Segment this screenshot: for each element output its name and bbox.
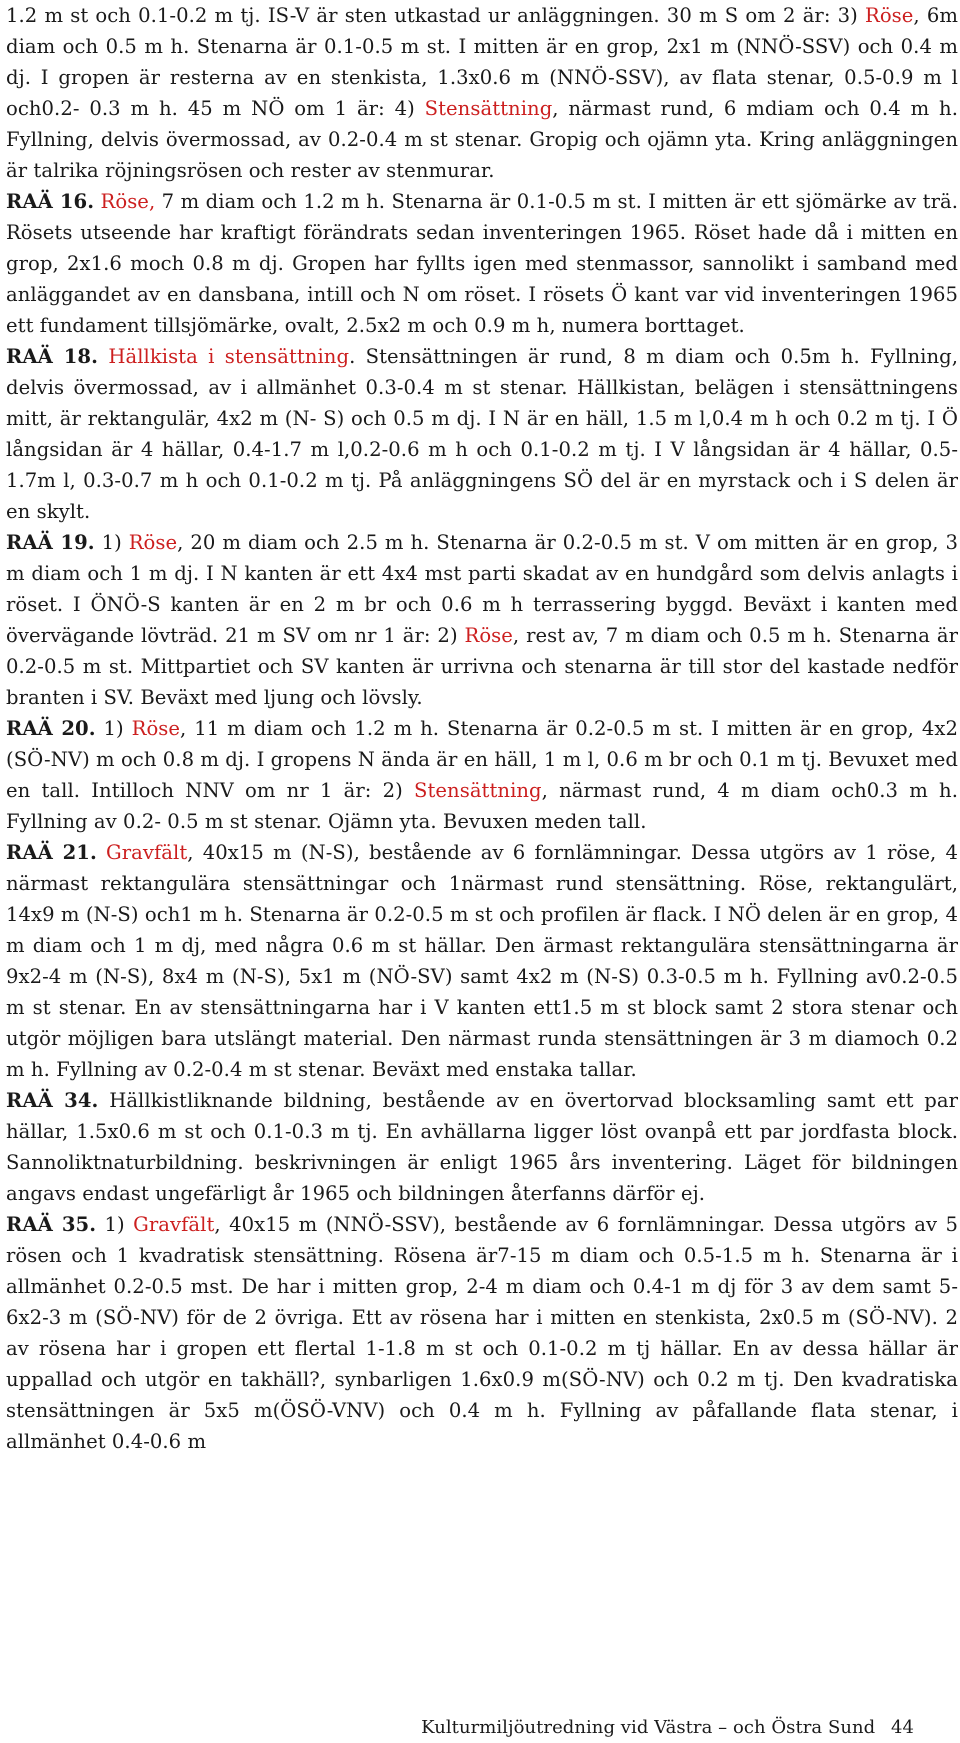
text-run: 1): [96, 1213, 134, 1236]
monument-type-highlight: Hällkista i stensättning: [108, 345, 350, 368]
page-number: 44: [890, 1717, 914, 1738]
monument-type-highlight: Gravfält: [133, 1213, 215, 1236]
text-run: 7 m diam och 1.2 m h. Stenarna är 0.1-0.5 m st. I mitten är ett sjömärke av trä. Rösets utseende har kraftigt förändrats sedan inventeringen 1965. Röset hade då i mitten en grop, 2x1.6 moch 0.8 m dj. Gropen har fyllts igen med stenmassor, sannolikt i samband med anläggandet av en dansbana, intill och N om röset. I rösets Ö kant var vid inventeringen 1965 ett fundament tillsjömärke, ovalt, 2.5x2 m och 0.9 m h, numera borttaget.: [6, 190, 959, 337]
text-run: , 40x15 m (NNÖ-SSV), bestående av 6 fornlämningar. Dessa utgörs av 5 rösen och 1 kvadratisk stensättning. Rösena är7-15 m diam och 0.5-1.5 m h. Stenarna är i allmänhet 0.2-0.5 mst. De har i mitten grop, 2-4 m diam och 0.4-1 m dj för 3 av dem samt 5-6x2-3 m (SÖ-NV) för de 2 övriga. Ett av rösena har i mitten en stenkista, 2x0.5 m (SÖ-NV). 2 av rösena har i gropen ett flertal 1-1.8 m st och 0.1-0.2 m tj hällar. En av dessa hällar är uppallad och utgör en takhäll?, synbarligen 1.6x0.9 m(SÖ-NV) och 0.2 m tj. Den kvadratiska stensättningen är 5x5 m(ÖSÖ-VNV) och 0.4 m h. Fyllning av påfallande flata stenar, i allmänhet 0.4-0.6 m: [6, 1213, 958, 1453]
paragraph: [6, 186, 958, 341]
text-run: , närmast rund, 4 m diam och0.3 m h. Fyllning av 0.2- 0.5 m st stenar. Ojämn yta. Bevuxen meden tall.: [6, 779, 958, 833]
text-run: , 11 m diam och 1.2 m h. Stenarna är 0.2-0.5 m st. I mitten är en grop, 4x2 (SÖ-NV) m och 0.8 m dj. I gropens N ända är en häll, 1 m l, 0.6 m br och 0.1 m tj. Bevuxet med en tall. Intilloch NNV om nr 1 är: 2): [6, 717, 958, 802]
monument-type-highlight: Röse: [865, 4, 914, 27]
entry-id: RAÄ 20.: [6, 717, 96, 740]
text-run: , närmast rund, 6 mdiam och 0.4 m h. Fyllning, delvis övermossad, av 0.2-0.4 m st stenar. Gropig och ojämn yta. Kring anläggningen är talrika röjningsrösen och rester av stenmurar.: [6, 97, 958, 182]
text-run: . Stensättningen är rund, 8 m diam och 0.5m h. Fyllning, delvis övermossad, av i allmänhet 0.3-0.4 m st stenar. Hällkistan, belägen i stensättningens mitt, är rektangulär, 4x2 m (N- S) och 0.5 m dj. I N är en häll, 1.5 m l,0.4 m h och 0.2 m tj. I Ö långsidan är 4 hällar, 0.4-1.7 m l,0.2-0.6 m h och 0.1-0.2 m tj. I V långsidan är 4 hällar, 0.5-1.7m l, 0.3-0.7 m h och 0.1-0.2 m tj. På anläggningens SÖ del är en myrstack och i S delen är en skylt.: [6, 345, 959, 523]
text-run: 1.2 m st och 0.1-0.2 m tj. IS-V är sten utkastad ur anläggningen. 30 m S om 2 är: 3): [6, 4, 866, 27]
document-body: [6, 0, 958, 1457]
monument-type-highlight: Röse,: [100, 190, 156, 213]
text-run: , 20 m diam och 2.5 m h. Stenarna är 0.2-0.5 m st. V om mitten är en grop, 3 m diam och 1 m dj. I N kanten är ett 4x4 mst parti skadat av en hundgård som delvis anlagts i röset. I ÖNÖ-S kanten är en 2 m br och 0.6 m h terrassering byggd. Beväxt i kanten med övervägande lövträd. 21 m SV om nr 1 är: 2): [6, 531, 958, 647]
paragraph: [6, 341, 958, 527]
text-run: 1): [95, 717, 132, 740]
paragraph: [6, 1085, 958, 1209]
entry-id: RAÄ 21.: [6, 841, 97, 864]
entry-id: RAÄ 34.: [6, 1089, 99, 1112]
text-run: Hällkistliknande bildning, bestående av en övertorvad blocksamling samt ett par hällar, 1.5x0.6 m st och 0.1-0.3 m tj. En avhällarna ligger löst ovanpå ett par jordfasta block. Sannoliktnaturbildning. beskrivningen är enligt 1965 års inventering. Läget för bildningen angavs endast ungefärligt år 1965 och bildningen återfanns därför ej.: [6, 1089, 959, 1205]
monument-type-highlight: Stensättning: [424, 97, 553, 120]
text-run: , 40x15 m (N-S), bestående av 6 fornlämningar. Dessa utgörs av 1 röse, 4 närmast rektangulära stensättningar och 1närmast rund stensättning. Röse, rektangulärt, 14x9 m (N-S) och1 m h. Stenarna är 0.2-0.5 m st och profilen är flack. I NÖ delen är en grop, 4 m diam och 1 m dj, med några 0.6 m st hällar. Den ärmast rektangulära stensättningarna är 9x2-4 m (N-S), 8x4 m (N-S), 5x1 m (NÖ-SV) samt 4x2 m (N-S) 0.3-0.5 m h. Fyllning av0.2-0.5 m st stenar. En av stensättningarna har i V kanten ett1.5 m st block samt 2 stora stenar och utgör möjligen bara utslängt material. Den närmast runda stensättningen är 3 m diamoch 0.2 m h. Fyllning av 0.2-0.4 m st stenar. Beväxt med enstaka tallar.: [6, 841, 958, 1081]
monument-type-highlight: Röse: [128, 531, 178, 554]
page-footer: [421, 1712, 914, 1743]
entry-id: RAÄ 35.: [6, 1213, 97, 1236]
footer-title: Kulturmiljöutredning vid Västra – och Östra Sund: [421, 1717, 876, 1738]
entry-id: RAÄ 16.: [6, 190, 95, 213]
text-run: , 6m diam och 0.5 m h. Stenarna är 0.1-0.5 m st. I mitten är en grop, 2x1 m (NNÖ-SSV) och 0.4 m dj. I gropen är resterna av en stenkista, 1.3x0.6 m (NNÖ-SSV), av flata stenar, 0.5-0.9 m l och0.2- 0.3 m h. 45 m NÖ om 1 är: 4): [6, 4, 958, 120]
monument-type-highlight: Stensättning: [414, 779, 542, 802]
paragraph: [6, 527, 958, 713]
entry-id: RAÄ 18.: [6, 345, 98, 368]
text-run: [98, 345, 108, 368]
paragraph: [6, 837, 958, 1085]
document-page: [6, 0, 958, 1742]
text-run: 1): [94, 531, 129, 554]
paragraph: [6, 1209, 958, 1457]
text-run: , rest av, 7 m diam och 0.5 m h. Stenarna är 0.2-0.5 m st. Mittpartiet och SV kanten är urrivna och stenarna är till stor del kastade nedför branten i SV. Beväxt med ljung och lövsly.: [6, 624, 958, 709]
paragraph: [6, 0, 958, 186]
monument-type-highlight: Röse: [464, 624, 513, 647]
entry-id: RAÄ 19.: [6, 531, 95, 554]
monument-type-highlight: Röse: [131, 717, 181, 740]
text-run: [97, 841, 106, 864]
paragraph: [6, 713, 958, 837]
monument-type-highlight: Gravfält: [106, 841, 188, 864]
